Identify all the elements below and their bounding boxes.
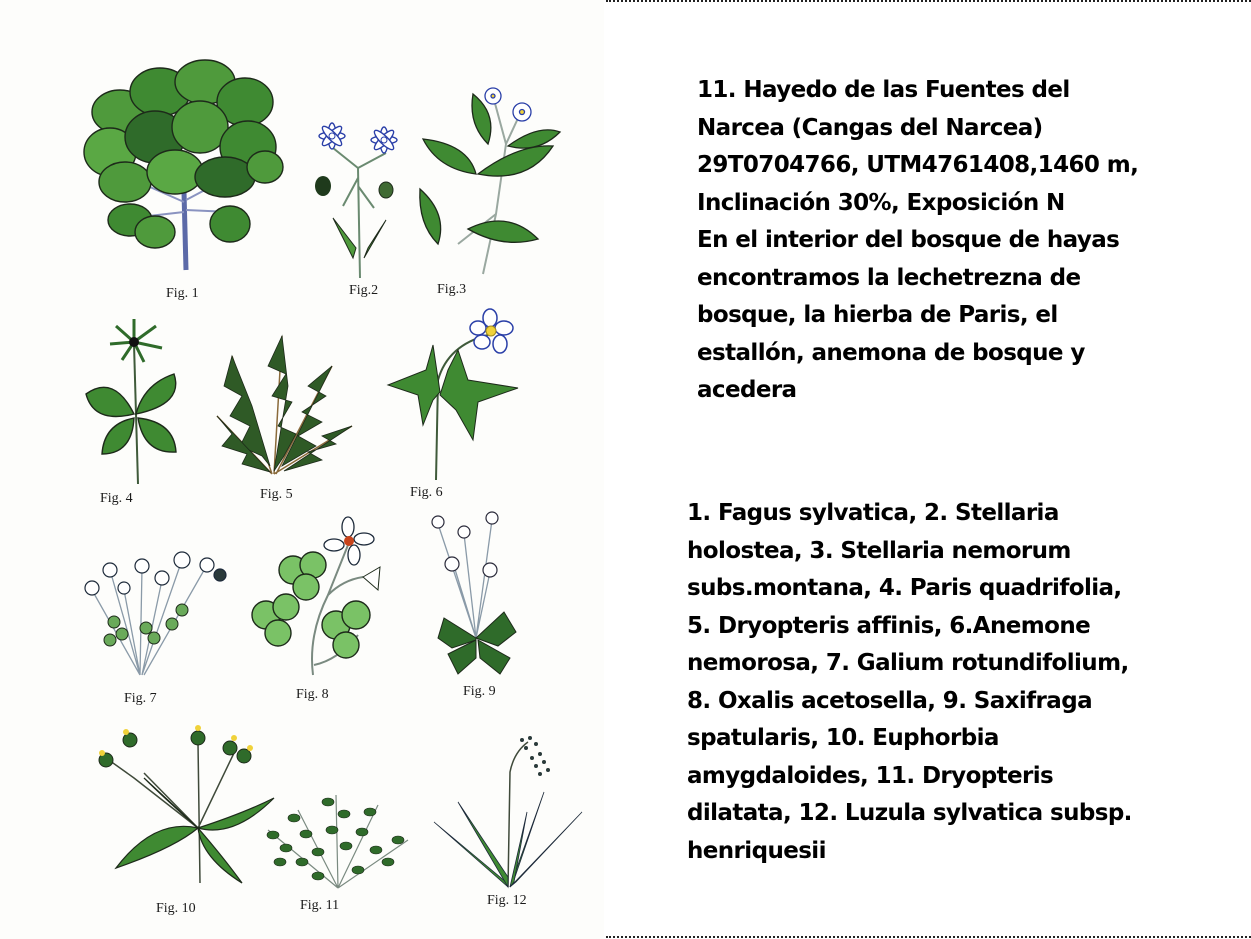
figure-11-dryopteris-dilatata-illustration xyxy=(258,790,418,890)
description-line-3: bosque, la hierba de Paris, el xyxy=(697,302,1058,328)
figure-2-stellaria-holostea-illustration xyxy=(298,108,408,278)
figure-4-label: Fig. 4 xyxy=(100,491,133,506)
site-title-line-2: Narcea (Cangas del Narcea) xyxy=(697,114,1043,141)
figure-6-anemone-illustration xyxy=(378,310,528,480)
species-list xyxy=(687,495,1132,870)
species-line-8: amygdaloides, 11. Dryopteris xyxy=(687,762,1054,789)
figure-2-label: Fig.2 xyxy=(349,283,379,298)
figure-8-label: Fig. 8 xyxy=(296,687,329,702)
figure-4-paris-quadrifolia-illustration xyxy=(84,314,184,484)
species-line-6: 8. Oxalis acetosella, 9. Saxifraga xyxy=(687,687,1092,714)
figure-5-label: Fig. 5 xyxy=(260,487,293,502)
description-line-4: estallón, anemona de bosque y xyxy=(697,339,1085,366)
description-line-1: En el interior del bosque de hayas xyxy=(697,227,1120,253)
figure-8-oxalis-illustration xyxy=(248,515,388,675)
site-slope-exposure: Inclinación 30%, Exposición N xyxy=(697,189,1065,216)
species-line-7: spatularis, 10. Euphorbia xyxy=(687,725,999,751)
site-coordinates: 29T0704766, UTM4761408,1460 m, xyxy=(697,152,1139,178)
site-title-line-1: 11. Hayedo de las Fuentes del xyxy=(697,77,1070,103)
figure-10-euphorbia-illustration xyxy=(94,718,264,888)
species-line-1: 1. Fagus sylvatica, 2. Stellaria xyxy=(687,500,1059,526)
botanical-plate xyxy=(0,0,604,939)
figure-11-label: Fig. 11 xyxy=(300,898,340,913)
top-dotted-border xyxy=(606,0,1251,2)
figure-3-stellaria-nemorum-illustration xyxy=(418,84,568,274)
figure-12-luzula-illustration xyxy=(432,732,592,892)
figure-1-beech-tree-illustration xyxy=(80,52,290,272)
figure-3-label: Fig.3 xyxy=(437,282,467,297)
figure-6-label: Fig. 6 xyxy=(410,485,443,500)
figure-5-fern-illustration xyxy=(212,326,362,476)
species-line-10: henriquesii xyxy=(687,837,826,864)
figure-7-label: Fig. 7 xyxy=(124,691,157,706)
figure-9-saxifraga-illustration xyxy=(424,508,524,678)
species-line-4: 5. Dryopteris affinis, 6.Anemone xyxy=(687,612,1091,639)
description-line-5: acedera xyxy=(697,377,797,403)
figure-7-galium-illustration xyxy=(82,550,232,680)
species-line-5: nemorosa, 7. Galium rotundifolium, xyxy=(687,650,1129,676)
species-line-3: subs.montana, 4. Paris quadrifolia, xyxy=(687,575,1122,601)
figure-1-label: Fig. 1 xyxy=(166,286,199,301)
species-line-9: dilatata, 12. Luzula sylvatica subsp. xyxy=(687,800,1132,826)
figure-10-label: Fig. 10 xyxy=(156,901,196,916)
bottom-dotted-border xyxy=(606,936,1251,938)
site-description xyxy=(697,72,1138,410)
description-line-2: encontramos la lechetrezna de xyxy=(697,264,1081,291)
species-line-2: holostea, 3. Stellaria nemorum xyxy=(687,537,1071,564)
figure-12-label: Fig. 12 xyxy=(487,893,527,908)
figure-9-label: Fig. 9 xyxy=(463,684,496,699)
